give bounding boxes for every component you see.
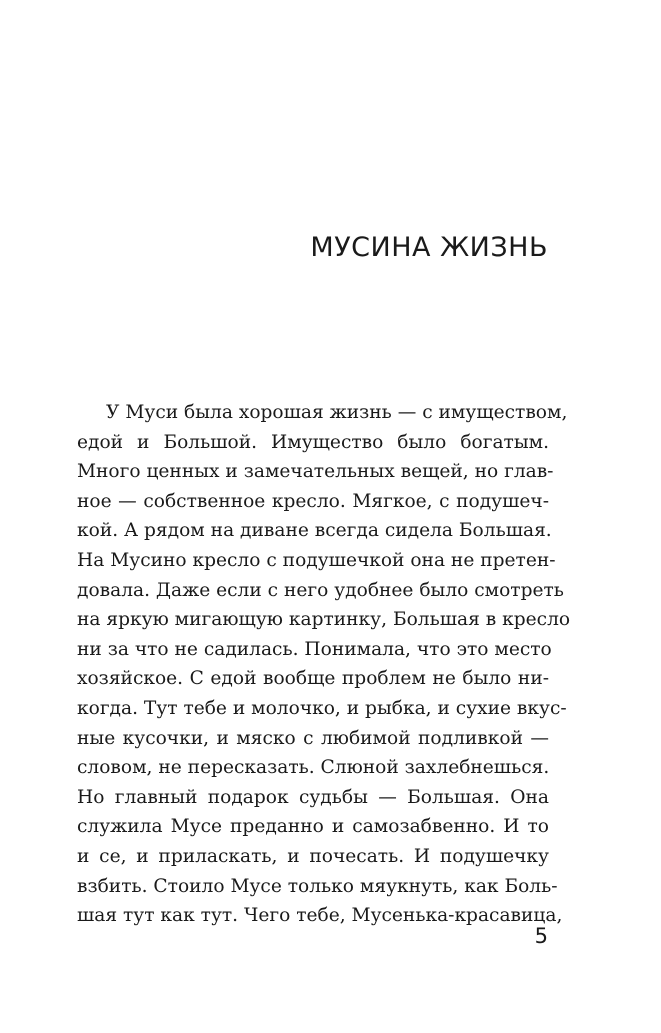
text-line: На Мусино кресло с подушечкой она не претен- [77, 549, 556, 571]
body-paragraph [77, 398, 571, 931]
text-line: ные кусочки, и мяско с любимой подливкой — [77, 727, 549, 749]
text-line: когда. Тут тебе и молочко, и рыбка, и сухие вкус- [77, 697, 567, 719]
text-line: Много ценных и замечательных вещей, но глав- [77, 461, 554, 483]
page-number: 5 [534, 924, 548, 948]
text-line: служила Мусе преданно и самозабвенно. И то [77, 816, 549, 838]
text-line: едой и Большой. Имущество было богатым. [77, 431, 549, 453]
text-line: взбить. Стоило Мусе только мяукнуть, как Боль- [77, 875, 558, 897]
text-line: ни за что не садилась. Понимала, что это место [77, 638, 552, 660]
text-line: на яркую мигающую картинку, Большая в кресло [77, 609, 571, 631]
text-line: У Муси была хорошая жизнь — с имуществом, [106, 402, 568, 423]
text-line: хозяйское. С едой вообще проблем не было ни- [77, 668, 549, 690]
chapter-title: МУСИНА ЖИЗНЬ [310, 232, 548, 263]
text-line: довала. Даже если с него удобнее было смотреть [77, 579, 564, 601]
text-line: кой. А рядом на диване всегда сидела Большая. [77, 520, 552, 542]
text-line: словом, не пересказать. Слюной захлебнешься. [77, 757, 550, 779]
text-line: и се, и приласкать, и почесать. И подушечку [77, 845, 549, 867]
text-line: ное — собственное кресло. Мягкое, с подушеч- [77, 490, 549, 512]
text-line: Но главный подарок судьбы — Большая. Она [77, 786, 549, 808]
text-line: шая тут как тут. Чего тебе, Мусенька-красавица, [77, 905, 563, 927]
